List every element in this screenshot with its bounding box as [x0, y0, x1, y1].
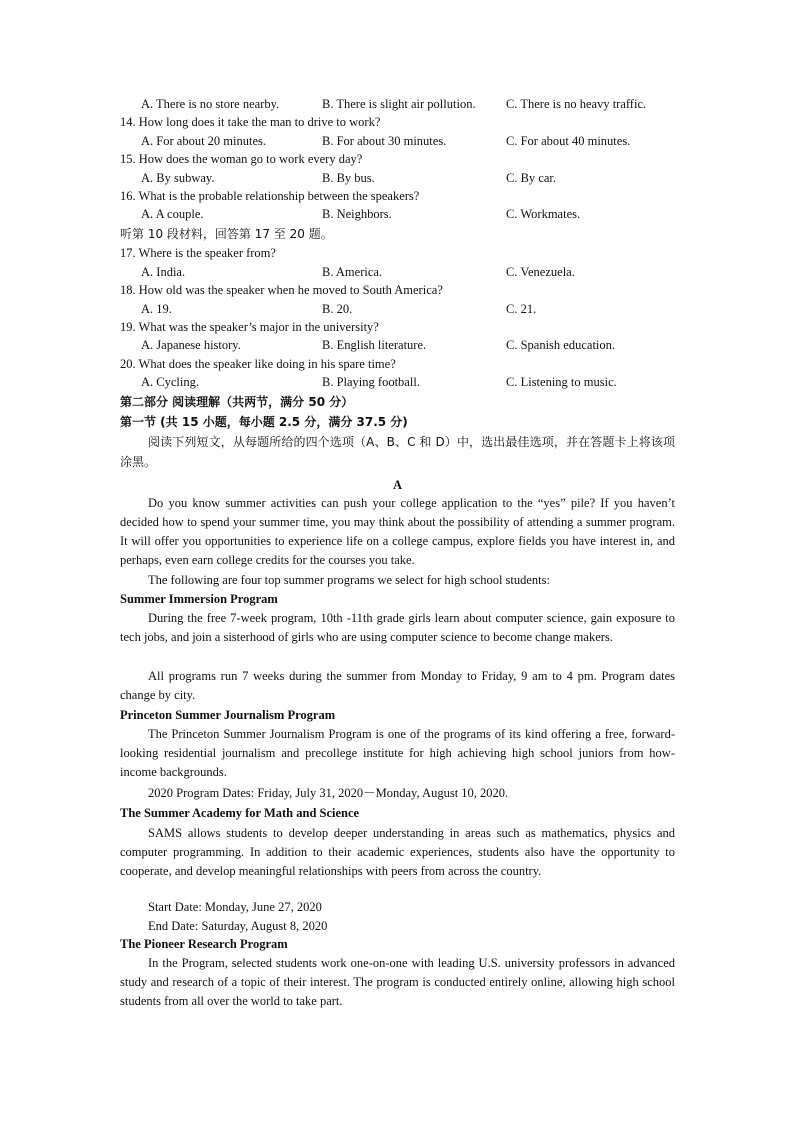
- q16-option-c: C. Workmates.: [506, 207, 581, 221]
- section1-heading: 第一节 (共 15 小题，每小题 2.5 分，满分 37.5 分): [120, 415, 408, 429]
- q20-option-c: C. Listening to music.: [506, 375, 617, 389]
- q17-stem: 17. Where is the speaker from?: [120, 246, 276, 260]
- q16-option-a: A. A couple.: [141, 207, 204, 221]
- q20-option-b: B. Playing football.: [322, 375, 420, 389]
- q18-stem: 18. How old was the speaker when he moved to South America?: [120, 283, 443, 297]
- program-4-description: In the Program, selected students work one-on-one with leading U.S. university professors in advanced study and research of a topic of their interest. The program is conducted entirely online, allowing high school students from all over the world to take part.: [120, 956, 675, 1008]
- q15-option-a: A. By subway.: [141, 171, 215, 185]
- q17-option-a: A. India.: [141, 265, 186, 279]
- q14-option-c: C. For about 40 minutes.: [506, 134, 631, 148]
- q15-option-c: C. By car.: [506, 171, 556, 185]
- q18-option-c: C. 21.: [506, 302, 537, 316]
- q17-option-b: B. America.: [322, 265, 383, 279]
- program-1-description: During the free 7-week program, 10th -11th grade girls learn about computer science, gain exposure to tech jobs, and join a sisterhood of girls who are using computer science to become change makers.: [120, 611, 675, 644]
- q13-option-c: C. There is no heavy traffic.: [506, 97, 647, 111]
- q15-option-b: B. By bus.: [322, 171, 375, 185]
- passage-letter: A: [392, 478, 403, 492]
- q19-option-a: A. Japanese history.: [141, 338, 241, 352]
- q16-stem: 16. What is the probable relationship between the speakers?: [120, 189, 420, 203]
- q18-option-b: B. 20.: [322, 302, 353, 316]
- q16-option-b: B. Neighbors.: [322, 207, 392, 221]
- part2-heading: 第二部分 阅读理解（共两节，满分 50 分）: [120, 395, 354, 409]
- q19-option-c: C. Spanish education.: [506, 338, 616, 352]
- q20-option-a: A. Cycling.: [141, 375, 199, 389]
- program-3-start-date: Start Date: Monday, June 27, 2020: [148, 900, 322, 914]
- q14-stem: 14. How long does it take the man to drive to work?: [120, 115, 381, 129]
- program-2-description: The Princeton Summer Journalism Program is one of the programs of its kind offering a free, forward-looking residential journalism and precollege institute for high achieving high school juniors from how-income backgrounds.: [120, 727, 675, 779]
- program-3-end-date: End Date: Saturday, August 8, 2020: [148, 919, 328, 933]
- q13-option-b: B. There is slight air pollution.: [322, 97, 476, 111]
- q18-option-a: A. 19.: [141, 302, 172, 316]
- passage-intro-2: The following are four top summer programs we select for high school students:: [148, 573, 550, 587]
- program-1-title: Summer Immersion Program: [120, 592, 278, 606]
- program-3-description: SAMS allows students to develop deeper understanding in areas such as mathematics, physics and computer programming. In addition to their academic experiences, students also have the opportunity to cooperate, and develop meaningful relationships with peers from across the country.: [120, 826, 675, 878]
- q15-stem: 15. How does the woman go to work every day?: [120, 152, 363, 166]
- q19-option-b: B. English literature.: [322, 338, 427, 352]
- program-3-title: The Summer Academy for Math and Science: [120, 806, 360, 820]
- program-2-dates: 2020 Program Dates: Friday, July 31, 2020－Monday, August 10, 2020.: [148, 786, 509, 800]
- q14-option-b: B. For about 30 minutes.: [322, 134, 447, 148]
- program-2-title: Princeton Summer Journalism Program: [120, 708, 336, 722]
- q13-option-a: A. There is no store nearby.: [141, 97, 280, 111]
- q14-option-a: A. For about 20 minutes.: [141, 134, 266, 148]
- q20-stem: 20. What does the speaker like doing in his spare time?: [120, 357, 396, 371]
- program-1-schedule: All programs run 7 weeks during the summer from Monday to Friday, 9 am to 4 pm. Program dates change by city.: [120, 669, 675, 702]
- passage-intro: Do you know summer activities can push your college application to the “yes” pile? If you haven’t decided how to spend your summer time, you may think about the possibility of attending a summer program. It will offer you opportunities to experience life on a college campus, explore fields you have interest in, and perhaps, even earn college credits for the courses you take.: [120, 496, 675, 567]
- reading-instruction: 阅读下列短文，从每题所给的四个选项（A、B、C 和 D）中，选出最佳选项，并在答题卡上将该项涂黑。: [120, 435, 675, 469]
- q19-stem: 19. What was the speaker’s major in the university?: [120, 320, 379, 334]
- section10-instruction: 听第 10 段材料，回答第 17 至 20 题。: [120, 227, 333, 241]
- program-4-title: The Pioneer Research Program: [120, 937, 288, 951]
- q17-option-c: C. Venezuela.: [506, 265, 575, 279]
